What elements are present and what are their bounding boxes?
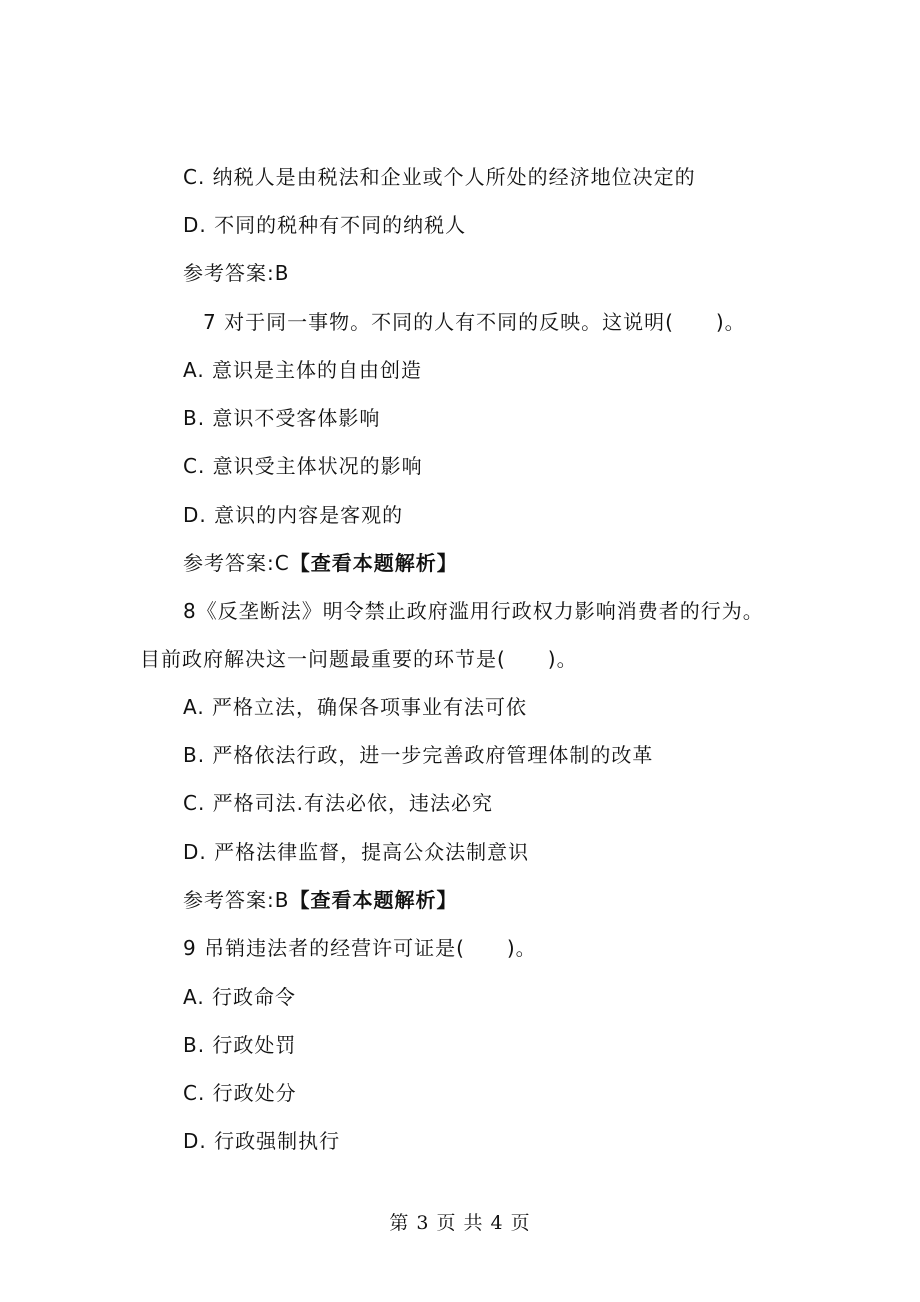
- q9-option-c: C. 行政处分: [183, 1081, 297, 1105]
- q7-option-c: C. 意识受主体状况的影响: [183, 454, 423, 478]
- q7-answer: [183, 550, 458, 576]
- q7-option-b: B. 意识不受客体影响: [183, 406, 381, 430]
- q7-option-a: A. 意识是主体的自由创造: [183, 358, 423, 382]
- q9-option-b: B. 行政处罚: [183, 1033, 297, 1057]
- q6-option-d: D. 不同的税种有不同的纳税人: [183, 213, 467, 237]
- q9-option-a: A. 行政命令: [183, 985, 297, 1009]
- page-footer: 第 3 页 共 4 页: [389, 1212, 531, 1234]
- q9-question: 9 吊销违法者的经营许可证是( )。: [183, 936, 537, 960]
- q8-answer-text: 参考答案:B: [183, 888, 290, 912]
- q7-question: 7 对于同一事物。不同的人有不同的反映。这说明( )。: [203, 310, 746, 334]
- q8-question-line1: 8《反垄断法》明令禁止政府滥用行政权力影响消费者的行为。: [183, 599, 764, 623]
- q7-answer-text: 参考答案:C: [183, 551, 290, 575]
- q8-option-d: D. 严格法律监督，提高公众法制意识: [183, 840, 530, 864]
- q8-answer: [183, 887, 457, 913]
- q8-view-analysis-link[interactable]: 【查看本题解析】: [289, 888, 458, 912]
- q6-option-c: C. 纳税人是由税法和企业或个人所处的经济地位决定的: [183, 165, 696, 189]
- q8-option-a: A. 严格立法，确保各项事业有法可依: [183, 695, 528, 719]
- q6-answer: 参考答案:B: [183, 261, 290, 285]
- q7-view-analysis-link[interactable]: 【查看本题解析】: [289, 551, 458, 575]
- q8-option-c: C. 严格司法.有法必依，违法必究: [183, 791, 494, 815]
- q8-option-b: B. 严格依法行政，进一步完善政府管理体制的改革: [183, 743, 654, 767]
- q7-option-d: D. 意识的内容是客观的: [183, 503, 404, 527]
- q9-option-d: D. 行政强制执行: [183, 1129, 341, 1153]
- q8-question-line2: 目前政府解决这一问题最重要的环节是( )。: [140, 647, 578, 671]
